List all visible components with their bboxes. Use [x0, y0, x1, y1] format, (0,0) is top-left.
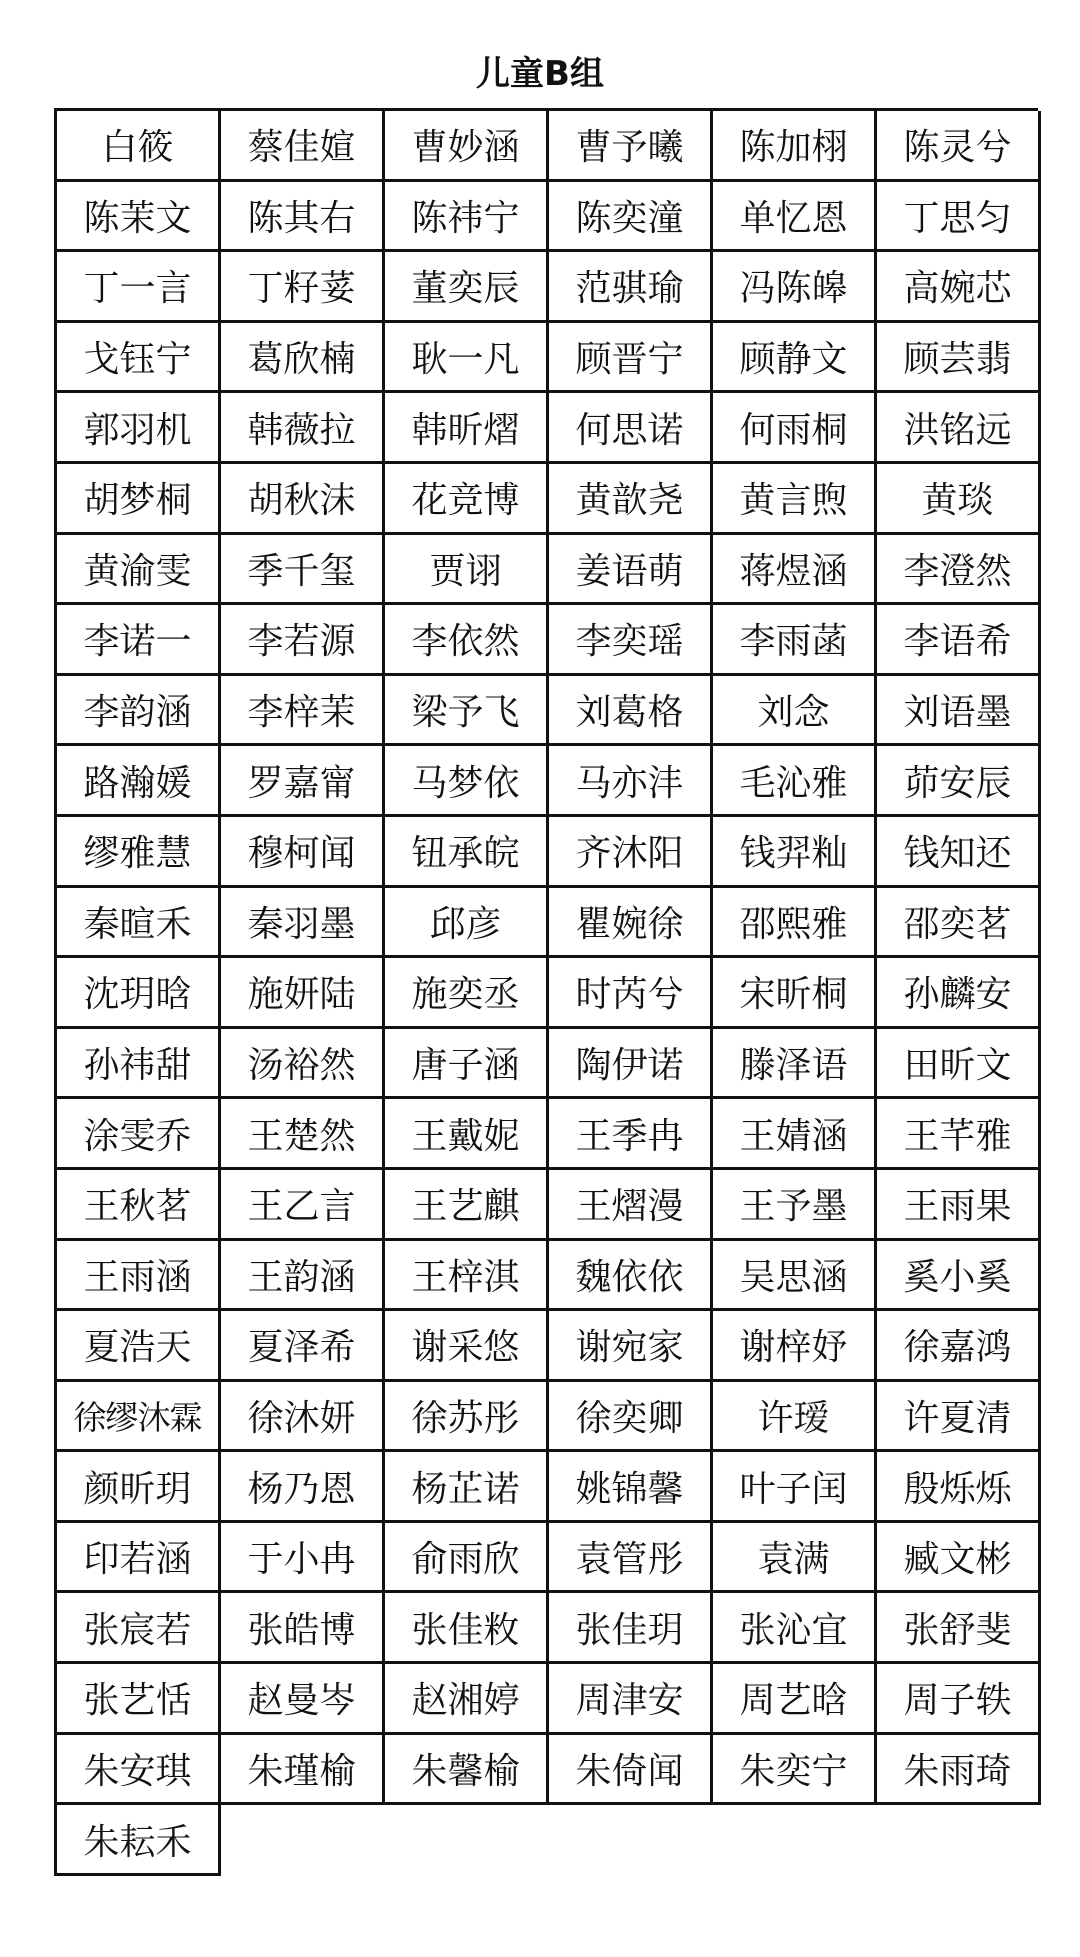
- name-cell: 谢采悠: [385, 1311, 549, 1382]
- name-cell: 夏浩天: [57, 1311, 221, 1382]
- name-cell: 田昕文: [877, 1029, 1041, 1100]
- name-cell: 朱耘禾: [57, 1805, 221, 1876]
- name-cell: 于小冉: [221, 1523, 385, 1594]
- name-cell: 钱羿籼: [713, 817, 877, 888]
- name-cell: 王婧涵: [713, 1099, 877, 1170]
- name-cell: 宋昕桐: [713, 958, 877, 1029]
- name-cell: 胡秋沫: [221, 464, 385, 535]
- name-cell: 范骐瑜: [549, 252, 713, 323]
- name-cell: 曹妙涵: [385, 111, 549, 182]
- name-cell: 沈玥晗: [57, 958, 221, 1029]
- name-cell: 茆安辰: [877, 746, 1041, 817]
- name-cell: 齐沐阳: [549, 817, 713, 888]
- name-cell: 王予墨: [713, 1170, 877, 1241]
- page-title: 儿童B组: [476, 54, 604, 94]
- name-cell: 陈祎宁: [385, 182, 549, 253]
- name-cell: 李雨菡: [713, 605, 877, 676]
- name-cell: 黄渝雯: [57, 535, 221, 606]
- name-cell: 张宸若: [57, 1593, 221, 1664]
- name-cell: 邱彦: [385, 888, 549, 959]
- name-cell: 丁一言: [57, 252, 221, 323]
- name-cell: 葛欣楠: [221, 323, 385, 394]
- name-cell: 魏依依: [549, 1241, 713, 1312]
- name-cell: 陈奕潼: [549, 182, 713, 253]
- name-cell: 刘语墨: [877, 676, 1041, 747]
- name-cell: 张佳玥: [549, 1593, 713, 1664]
- name-cell: 袁满: [713, 1523, 877, 1594]
- name-cell: 陈其右: [221, 182, 385, 253]
- name-cell: 蒋煜涵: [713, 535, 877, 606]
- name-cell: 董奕辰: [385, 252, 549, 323]
- name-cell: 顾静文: [713, 323, 877, 394]
- name-cell: 谢宛家: [549, 1311, 713, 1382]
- name-cell: 孙祎甜: [57, 1029, 221, 1100]
- name-cell: 奚小奚: [877, 1241, 1041, 1312]
- name-cell: 孙麟安: [877, 958, 1041, 1029]
- name-cell: 罗嘉甯: [221, 746, 385, 817]
- name-cell: 韩昕熠: [385, 393, 549, 464]
- name-cell: 王戴妮: [385, 1099, 549, 1170]
- name-cell: 朱安琪: [57, 1735, 221, 1806]
- name-cell: 印若涵: [57, 1523, 221, 1594]
- name-cell: 陈灵兮: [877, 111, 1041, 182]
- name-cell: 韩薇拉: [221, 393, 385, 464]
- name-cell: 王楚然: [221, 1099, 385, 1170]
- name-cell: 李梓茉: [221, 676, 385, 747]
- name-cell: 王雨涵: [57, 1241, 221, 1312]
- name-cell: 白筱: [57, 111, 221, 182]
- name-cell: 徐沐妍: [221, 1382, 385, 1453]
- name-cell: 朱馨榆: [385, 1735, 549, 1806]
- name-cell: 滕泽语: [713, 1029, 877, 1100]
- name-cell: 王秋茗: [57, 1170, 221, 1241]
- name-cell: 颜昕玥: [57, 1452, 221, 1523]
- name-cell: 丁思匀: [877, 182, 1041, 253]
- name-cell: 王艺麒: [385, 1170, 549, 1241]
- name-cell: 王梓淇: [385, 1241, 549, 1312]
- name-cell: 朱倚闻: [549, 1735, 713, 1806]
- name-cell: 高婉芯: [877, 252, 1041, 323]
- name-cell: 戈钰宁: [57, 323, 221, 394]
- name-cell: 梁予飞: [385, 676, 549, 747]
- name-cell: 徐奕卿: [549, 1382, 713, 1453]
- name-cell: 李依然: [385, 605, 549, 676]
- name-cell: 马亦沣: [549, 746, 713, 817]
- name-cell: 姚锦馨: [549, 1452, 713, 1523]
- name-cell: 曹予曦: [549, 111, 713, 182]
- name-cell: 刘葛格: [549, 676, 713, 747]
- name-cell: 张沁宜: [713, 1593, 877, 1664]
- name-cell: 王雨果: [877, 1170, 1041, 1241]
- name-cell: 杨乃恩: [221, 1452, 385, 1523]
- name-cell: 王芊雅: [877, 1099, 1041, 1170]
- name-cell: 李奕瑶: [549, 605, 713, 676]
- name-cell: 李若源: [221, 605, 385, 676]
- name-table: [54, 108, 1038, 1876]
- name-cell: 邵奕茗: [877, 888, 1041, 959]
- name-cell: 钮承皖: [385, 817, 549, 888]
- name-cell: 秦暄禾: [57, 888, 221, 959]
- name-cell: 张佳敉: [385, 1593, 549, 1664]
- name-cell: 贾诩: [385, 535, 549, 606]
- name-cell: 张艺恬: [57, 1664, 221, 1735]
- name-cell: 邵熙雅: [713, 888, 877, 959]
- name-cell: 周艺晗: [713, 1664, 877, 1735]
- name-cell: 朱雨琦: [877, 1735, 1041, 1806]
- name-cell: 郭羽机: [57, 393, 221, 464]
- name-cell: 施奕丞: [385, 958, 549, 1029]
- name-cell: 徐缪沐霖: [57, 1382, 221, 1453]
- name-cell: 刘念: [713, 676, 877, 747]
- name-cell: 顾芸翡: [877, 323, 1041, 394]
- name-cell: 袁管彤: [549, 1523, 713, 1594]
- name-cell: 丁籽荽: [221, 252, 385, 323]
- name-cell: 陈加栩: [713, 111, 877, 182]
- name-cell: 周子轶: [877, 1664, 1041, 1735]
- name-cell: 徐嘉鸿: [877, 1311, 1041, 1382]
- name-cell: 王季冉: [549, 1099, 713, 1170]
- name-cell: 谢梓妤: [713, 1311, 877, 1382]
- name-cell: 王乙言: [221, 1170, 385, 1241]
- name-cell: 黄言煦: [713, 464, 877, 535]
- name-cell: 施妍陆: [221, 958, 385, 1029]
- name-cell: 洪铭远: [877, 393, 1041, 464]
- name-cell: 单忆恩: [713, 182, 877, 253]
- name-cell: 许瑷: [713, 1382, 877, 1453]
- name-cell: 路瀚媛: [57, 746, 221, 817]
- name-cell: 王熠漫: [549, 1170, 713, 1241]
- name-cell: 胡梦桐: [57, 464, 221, 535]
- name-cell: 秦羽墨: [221, 888, 385, 959]
- name-cell: 张舒斐: [877, 1593, 1041, 1664]
- name-cell: 李韵涵: [57, 676, 221, 747]
- name-cell: 叶子闰: [713, 1452, 877, 1523]
- name-cell: 耿一凡: [385, 323, 549, 394]
- name-cell: 李语希: [877, 605, 1041, 676]
- name-cell: 蔡佳媗: [221, 111, 385, 182]
- name-cell: 黄歆尧: [549, 464, 713, 535]
- name-cell: 张皓博: [221, 1593, 385, 1664]
- name-cell: 顾晋宁: [549, 323, 713, 394]
- name-cell: 马梦依: [385, 746, 549, 817]
- name-cell: 姜语萌: [549, 535, 713, 606]
- name-cell: 赵曼岑: [221, 1664, 385, 1735]
- name-cell: 李诺一: [57, 605, 221, 676]
- name-cell: 唐子涵: [385, 1029, 549, 1100]
- name-cell: 季千玺: [221, 535, 385, 606]
- name-cell: 冯陈皞: [713, 252, 877, 323]
- name-cell: 时芮兮: [549, 958, 713, 1029]
- name-cell: 臧文彬: [877, 1523, 1041, 1594]
- name-cell: 杨芷诺: [385, 1452, 549, 1523]
- name-cell: 瞿婉徐: [549, 888, 713, 959]
- name-cell: 许夏清: [877, 1382, 1041, 1453]
- name-cell: 何思诺: [549, 393, 713, 464]
- name-cell: 陶伊诺: [549, 1029, 713, 1100]
- name-cell: 花竞博: [385, 464, 549, 535]
- name-cell: 涂雯乔: [57, 1099, 221, 1170]
- name-cell: 朱奕宁: [713, 1735, 877, 1806]
- name-cell: 毛沁雅: [713, 746, 877, 817]
- name-cell: 黄琰: [877, 464, 1041, 535]
- name-cell: 缪雅慧: [57, 817, 221, 888]
- name-cell: 钱知还: [877, 817, 1041, 888]
- name-cell: 徐苏彤: [385, 1382, 549, 1453]
- name-cell: 汤裕然: [221, 1029, 385, 1100]
- name-cell: 赵湘婷: [385, 1664, 549, 1735]
- name-cell: 殷烁烁: [877, 1452, 1041, 1523]
- name-cell: 何雨桐: [713, 393, 877, 464]
- name-cell: 穆柯闻: [221, 817, 385, 888]
- name-cell: 王韵涵: [221, 1241, 385, 1312]
- name-cell: 周津安: [549, 1664, 713, 1735]
- name-cell: 吴思涵: [713, 1241, 877, 1312]
- name-cell: 李澄然: [877, 535, 1041, 606]
- name-cell: 朱瑾榆: [221, 1735, 385, 1806]
- name-cell: 俞雨欣: [385, 1523, 549, 1594]
- name-cell: 陈茉文: [57, 182, 221, 253]
- name-cell: 夏泽希: [221, 1311, 385, 1382]
